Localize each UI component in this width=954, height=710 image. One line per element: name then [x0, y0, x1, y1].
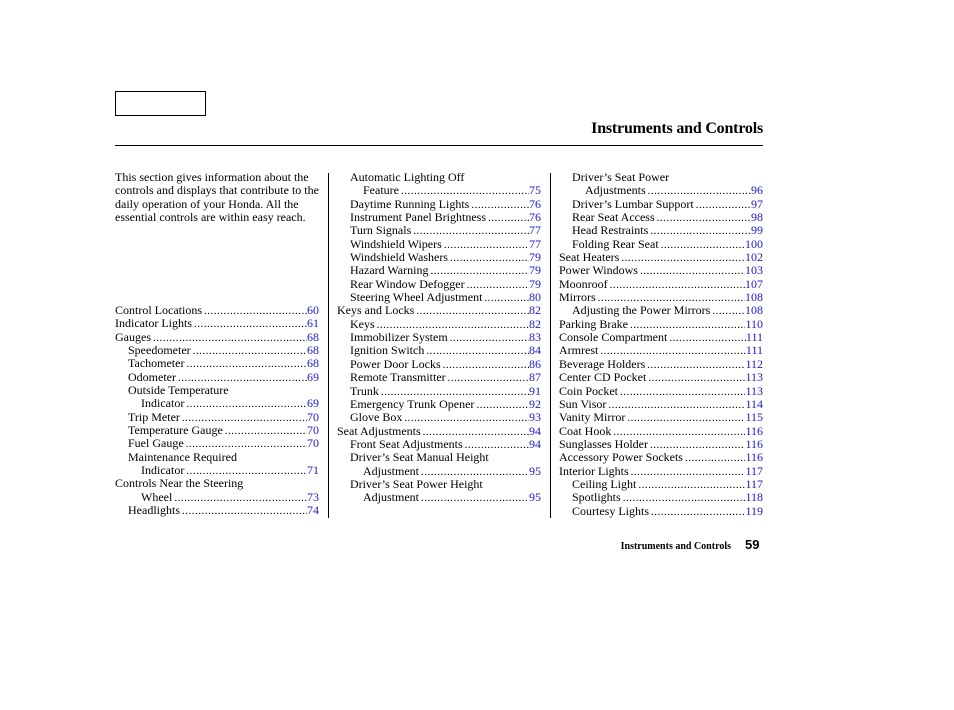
- toc-entry[interactable]: [337, 411, 541, 424]
- toc-entry: [337, 478, 541, 491]
- dot-leader: [646, 372, 745, 385]
- toc-entry-label: Keys: [350, 316, 375, 331]
- dot-leader: [419, 492, 529, 505]
- column-divider: [328, 173, 329, 518]
- dot-leader: [636, 479, 745, 492]
- toc-entry-label: Driver’s Seat Power: [572, 170, 670, 184]
- toc-page-link[interactable]: 83: [529, 330, 541, 345]
- dot-leader: [172, 492, 307, 505]
- toc-page-link[interactable]: 95: [529, 490, 541, 505]
- dot-leader: [414, 305, 529, 318]
- toc-entry-label: Adjustment: [363, 463, 419, 478]
- toc-entry[interactable]: [337, 198, 541, 211]
- dot-leader: [638, 265, 745, 278]
- toc-entry[interactable]: [559, 505, 763, 518]
- toc-entry-label: Remote Transmitter: [350, 370, 446, 385]
- dot-leader: [223, 425, 307, 438]
- toc-page-link[interactable]: 79: [529, 250, 541, 265]
- toc-page-link[interactable]: 108: [745, 303, 763, 318]
- toc-entry[interactable]: [115, 491, 319, 504]
- toc-page-link[interactable]: 117: [745, 476, 763, 491]
- toc-entry[interactable]: [115, 397, 319, 410]
- toc-entry-label: Adjusting the Power Mirrors: [572, 303, 711, 318]
- toc-page-link[interactable]: 77: [529, 223, 541, 238]
- toc-entry-label: Keys and Locks: [337, 303, 415, 318]
- toc-entry[interactable]: [559, 491, 763, 504]
- toc-page-link[interactable]: 82: [529, 316, 541, 331]
- toc-entry[interactable]: [559, 371, 763, 384]
- toc-page-link[interactable]: 91: [529, 383, 541, 398]
- toc-entry[interactable]: [559, 478, 763, 491]
- toc-entry-label: Seat Heaters: [559, 250, 620, 265]
- toc-page-link[interactable]: 68: [307, 329, 319, 344]
- toc-page-link[interactable]: 116: [745, 423, 763, 438]
- toc-entry-label: Console Compartment: [559, 330, 668, 345]
- toc-entry[interactable]: [337, 251, 541, 264]
- dot-leader: [442, 239, 529, 252]
- toc-entry[interactable]: [559, 291, 763, 304]
- toc-entry-label: Odometer: [128, 369, 176, 384]
- toc-page-link[interactable]: 98: [751, 210, 763, 225]
- toc-entry-label: Sun Visor: [559, 396, 607, 411]
- toc-entry-label: Automatic Lighting Off: [350, 170, 465, 184]
- toc-entry-label: Hazard Warning: [350, 263, 429, 278]
- toc-entry: [337, 171, 541, 184]
- toc-entry[interactable]: [337, 344, 541, 357]
- toc-entry-label: Center CD Pocket: [559, 370, 647, 385]
- dot-leader: [629, 466, 746, 479]
- toc-entry[interactable]: [115, 411, 319, 424]
- toc-entry-label: Mirrors: [559, 290, 596, 305]
- toc-entry[interactable]: [115, 331, 319, 344]
- toc-entry-label: Courtesy Lights: [572, 503, 649, 518]
- toc-entry-label: Daytime Running Lights: [350, 196, 470, 211]
- dot-leader: [402, 412, 529, 425]
- toc-entry[interactable]: [115, 504, 319, 517]
- dot-leader: [606, 399, 745, 412]
- toc-entry-label: Coin Pocket: [559, 383, 618, 398]
- toc-entry[interactable]: [337, 358, 541, 371]
- toc-entry[interactable]: [559, 264, 763, 277]
- toc-page-link[interactable]: 61: [307, 316, 319, 331]
- toc-entry-label: Fuel Gauge: [128, 436, 184, 451]
- toc-entry-label: Adjustment: [363, 490, 419, 505]
- toc-page-link[interactable]: 117: [745, 463, 763, 478]
- toc-entry[interactable]: [337, 425, 541, 438]
- toc-entry-label: Adjustments: [585, 183, 646, 198]
- toc-page-link[interactable]: 103: [745, 263, 763, 278]
- toc-page-link[interactable]: 79: [529, 263, 541, 278]
- dot-leader: [191, 345, 307, 358]
- dot-leader: [655, 212, 751, 225]
- toc-entry[interactable]: [559, 425, 763, 438]
- toc-entry-label: Sunglasses Holder: [559, 436, 648, 451]
- toc-entry[interactable]: [559, 358, 763, 371]
- dot-leader: [667, 332, 746, 345]
- toc-page-link[interactable]: 69: [307, 396, 319, 411]
- toc-entry[interactable]: [559, 318, 763, 331]
- toc-page-link[interactable]: 113: [745, 383, 763, 398]
- toc-entry[interactable]: [559, 198, 763, 211]
- toc-entry-label: Power Door Locks: [350, 356, 441, 371]
- toc-entry-label: Vanity Mirror: [559, 410, 626, 425]
- toc-entry[interactable]: [337, 438, 541, 451]
- toc-entry[interactable]: [559, 238, 763, 251]
- toc-entry: [115, 384, 319, 397]
- toc-entry-label: Headlights: [128, 503, 180, 518]
- toc-entry[interactable]: [559, 465, 763, 478]
- toc-page-link[interactable]: 82: [529, 303, 541, 318]
- dot-leader: [486, 212, 529, 225]
- toc-entry[interactable]: [337, 385, 541, 398]
- toc-entry[interactable]: [337, 318, 541, 331]
- toc-page-link[interactable]: 94: [529, 436, 541, 451]
- dot-leader: [446, 372, 529, 385]
- toc-page-link[interactable]: 108: [745, 290, 763, 305]
- toc-page-link[interactable]: 115: [745, 410, 763, 425]
- toc-entry[interactable]: [559, 211, 763, 224]
- toc-entry[interactable]: [115, 424, 319, 437]
- toc-entry-label: Maintenance Required: [128, 449, 237, 464]
- toc-entry-label: Glove Box: [350, 410, 403, 425]
- toc-entry-label: Gauges: [115, 329, 151, 344]
- toc-page-link[interactable]: 70: [307, 409, 319, 424]
- toc-entry-label: Windshield Wipers: [350, 236, 442, 251]
- toc-entry-label: Steering Wheel Adjustment: [350, 290, 483, 305]
- toc-entry[interactable]: [115, 371, 319, 384]
- toc-page-link[interactable]: 116: [745, 436, 763, 451]
- toc-page-link[interactable]: 112: [745, 356, 763, 371]
- toc-entry[interactable]: [337, 278, 541, 291]
- dot-leader: [659, 239, 745, 252]
- toc-page-link[interactable]: 70: [307, 436, 319, 451]
- toc-page-link[interactable]: 97: [751, 196, 763, 211]
- toc-page-link[interactable]: 68: [307, 343, 319, 358]
- toc-page-link[interactable]: 73: [307, 489, 319, 504]
- toc-page-link[interactable]: 93: [529, 410, 541, 425]
- toc-page-link[interactable]: 113: [745, 370, 763, 385]
- toc-page-link[interactable]: 100: [745, 236, 763, 251]
- dot-leader: [683, 452, 745, 465]
- toc-entry[interactable]: [559, 385, 763, 398]
- footer-section-label: Instruments and Controls: [620, 541, 731, 552]
- toc-page-link[interactable]: 80: [529, 290, 541, 305]
- toc-entry[interactable]: [115, 357, 319, 370]
- toc-page-link[interactable]: 111: [745, 330, 763, 345]
- toc-column-3: [559, 171, 763, 518]
- dot-leader: [448, 332, 529, 345]
- dot-leader: [694, 199, 751, 212]
- toc-entry-label: Front Seat Adjustments: [350, 436, 463, 451]
- toc-entry[interactable]: [559, 411, 763, 424]
- toc-entry-label: Folding Rear Seat: [572, 236, 659, 251]
- toc-entry[interactable]: [559, 304, 763, 317]
- toc-entry-label: Controls Near the Steering: [115, 476, 244, 491]
- toc-entry[interactable]: [337, 264, 541, 277]
- toc-page-link[interactable]: 92: [529, 396, 541, 411]
- toc-entry[interactable]: [559, 278, 763, 291]
- toc-entry[interactable]: [115, 464, 319, 477]
- toc-page-link[interactable]: 60: [307, 303, 319, 317]
- dot-leader: [448, 252, 529, 265]
- toc-page-link[interactable]: 107: [745, 276, 763, 291]
- toc-entry[interactable]: [559, 438, 763, 451]
- toc-entry-label: Parking Brake: [559, 316, 628, 331]
- toc-entry-label: Turn Signals: [350, 223, 412, 238]
- toc-entry-label: Outside Temperature: [128, 383, 229, 398]
- dot-leader: [710, 305, 745, 318]
- toc-entry-label: Feature: [363, 183, 399, 198]
- toc-page-link[interactable]: 96: [751, 183, 763, 198]
- dot-leader: [618, 386, 745, 399]
- toc-entry[interactable]: [337, 465, 541, 478]
- dot-leader: [192, 318, 307, 331]
- toc-entry[interactable]: [337, 291, 541, 304]
- toc-entry-label: Driver’s Seat Power Height: [350, 476, 483, 491]
- toc-page-link[interactable]: 76: [529, 196, 541, 211]
- toc-entry-label: Moonroof: [559, 276, 608, 291]
- toc-page-link[interactable]: 70: [307, 423, 319, 438]
- toc-page-link[interactable]: 76: [529, 210, 541, 225]
- toc-entry[interactable]: [337, 371, 541, 384]
- toc-column-2: [337, 171, 541, 505]
- toc-entry-label: Temperature Gauge: [128, 423, 223, 438]
- title-divider: [115, 145, 763, 146]
- toc-entry-label: Rear Seat Access: [572, 210, 655, 225]
- toc-entry-label: Indicator: [141, 463, 185, 478]
- toc-entry-label: Speedometer: [128, 343, 191, 358]
- dot-leader: [625, 412, 745, 425]
- toc-page-link[interactable]: 102: [745, 250, 763, 265]
- toc-page-link[interactable]: 111: [745, 343, 763, 358]
- toc-entry[interactable]: [337, 238, 541, 251]
- toc-entry[interactable]: [115, 437, 319, 450]
- dot-leader: [202, 305, 307, 318]
- toc-entry: [337, 451, 541, 464]
- dot-leader: [649, 506, 745, 519]
- toc-page-link[interactable]: 94: [529, 423, 541, 438]
- toc-entry-label: Indicator: [141, 396, 185, 411]
- toc-entry: [115, 477, 319, 490]
- dot-leader: [184, 358, 307, 371]
- toc-entry-label: Spotlights: [572, 490, 621, 505]
- page-title: Instruments and Controls: [591, 120, 763, 137]
- toc-entry-label: Indicator Lights: [115, 316, 192, 331]
- toc-entry-label: Instrument Panel Brightness: [350, 210, 486, 225]
- intro-paragraph: This section gives information about the controls and displays that contribute to the daily operation of your Honda. All the essential controls are within easy reach.: [115, 170, 319, 225]
- dot-leader: [180, 505, 307, 518]
- toc-entry-label: Driver’s Lumbar Support: [572, 196, 694, 211]
- toc-entry[interactable]: [337, 331, 541, 344]
- toc-entry-label: Driver’s Seat Manual Height: [350, 450, 489, 465]
- toc-entry-label: Ignition Switch: [350, 343, 425, 358]
- toc-page-link[interactable]: 68: [307, 356, 319, 371]
- toc-entry-label: Trip Meter: [128, 409, 180, 424]
- toc-page-link[interactable]: 119: [745, 503, 763, 518]
- toc-entry-label: Control Locations: [115, 303, 202, 317]
- toc-entry-label: Rear Window Defogger: [350, 276, 465, 291]
- toc-entry[interactable]: [337, 184, 541, 197]
- toc-entry[interactable]: [337, 224, 541, 237]
- toc-entry-label: Tachometer: [128, 356, 185, 371]
- toc-entry: [559, 171, 763, 184]
- toc-entry[interactable]: [337, 491, 541, 504]
- dot-leader: [645, 359, 745, 372]
- toc-entry[interactable]: [559, 184, 763, 197]
- dot-leader: [482, 292, 529, 305]
- toc-entry-label: Wheel: [141, 489, 173, 504]
- toc-page-link[interactable]: 77: [529, 236, 541, 251]
- toc-page-link[interactable]: 87: [529, 370, 541, 385]
- toc-entry[interactable]: [115, 344, 319, 357]
- toc-page-link[interactable]: 71: [307, 463, 319, 478]
- toc-entry[interactable]: [559, 224, 763, 237]
- dot-leader: [619, 252, 745, 265]
- toc-page-link[interactable]: 95: [529, 463, 541, 478]
- toc-entry[interactable]: [559, 398, 763, 411]
- toc-entry-label: Windshield Washers: [350, 250, 448, 265]
- toc-page-link[interactable]: 118: [745, 490, 763, 505]
- toc-entry[interactable]: [559, 451, 763, 464]
- dot-leader: [474, 399, 529, 412]
- toc-page-link[interactable]: 110: [745, 316, 763, 331]
- toc-page-link[interactable]: 114: [745, 396, 763, 411]
- toc-entry-label: Head Restraints: [572, 223, 649, 238]
- toc-entry[interactable]: [115, 304, 319, 317]
- toc-entry-label: Coat Hook: [559, 423, 612, 438]
- toc-entry[interactable]: [337, 211, 541, 224]
- toc-entry-label: Power Windows: [559, 263, 638, 278]
- toc-column-1: [115, 304, 319, 518]
- toc-entry[interactable]: [559, 251, 763, 264]
- toc-page-link[interactable]: 74: [307, 503, 319, 518]
- toc-entry-label: Armrest: [559, 343, 599, 358]
- toc-entry[interactable]: [337, 304, 541, 317]
- toc-entry-label: Ceiling Light: [572, 476, 637, 491]
- dot-leader: [608, 279, 745, 292]
- toc-page-link[interactable]: 75: [529, 183, 541, 198]
- toc-page-link[interactable]: 86: [529, 356, 541, 371]
- toc-entry-label: Seat Adjustments: [337, 423, 421, 438]
- toc-entry-label: Trunk: [350, 383, 379, 398]
- dot-leader: [441, 359, 529, 372]
- dot-leader: [184, 398, 307, 411]
- toc-entry[interactable]: [337, 398, 541, 411]
- toc-entry-label: Accessory Power Sockets: [559, 450, 683, 465]
- toc-entry-label: Interior Lights: [559, 463, 629, 478]
- toc-entry[interactable]: [115, 317, 319, 330]
- toc-page-link[interactable]: 99: [751, 223, 763, 238]
- toc-entry[interactable]: [559, 344, 763, 357]
- toc-entry[interactable]: [559, 331, 763, 344]
- toc-page-link[interactable]: 84: [529, 343, 541, 358]
- toc-entry-label: Beverage Holders: [559, 356, 646, 371]
- toc-entry-label: Immobilizer System: [350, 330, 448, 345]
- footer-page-number: 59: [745, 537, 760, 552]
- toc-page-link[interactable]: 79: [529, 276, 541, 291]
- toc-page-link[interactable]: 116: [745, 450, 763, 465]
- dot-leader: [648, 225, 751, 238]
- column-divider: [550, 173, 551, 518]
- main-menu-button[interactable]: [115, 91, 206, 116]
- toc-page-link[interactable]: 69: [307, 369, 319, 384]
- toc-entry: [115, 451, 319, 464]
- toc-entry-label: Emergency Trunk Opener: [350, 396, 475, 411]
